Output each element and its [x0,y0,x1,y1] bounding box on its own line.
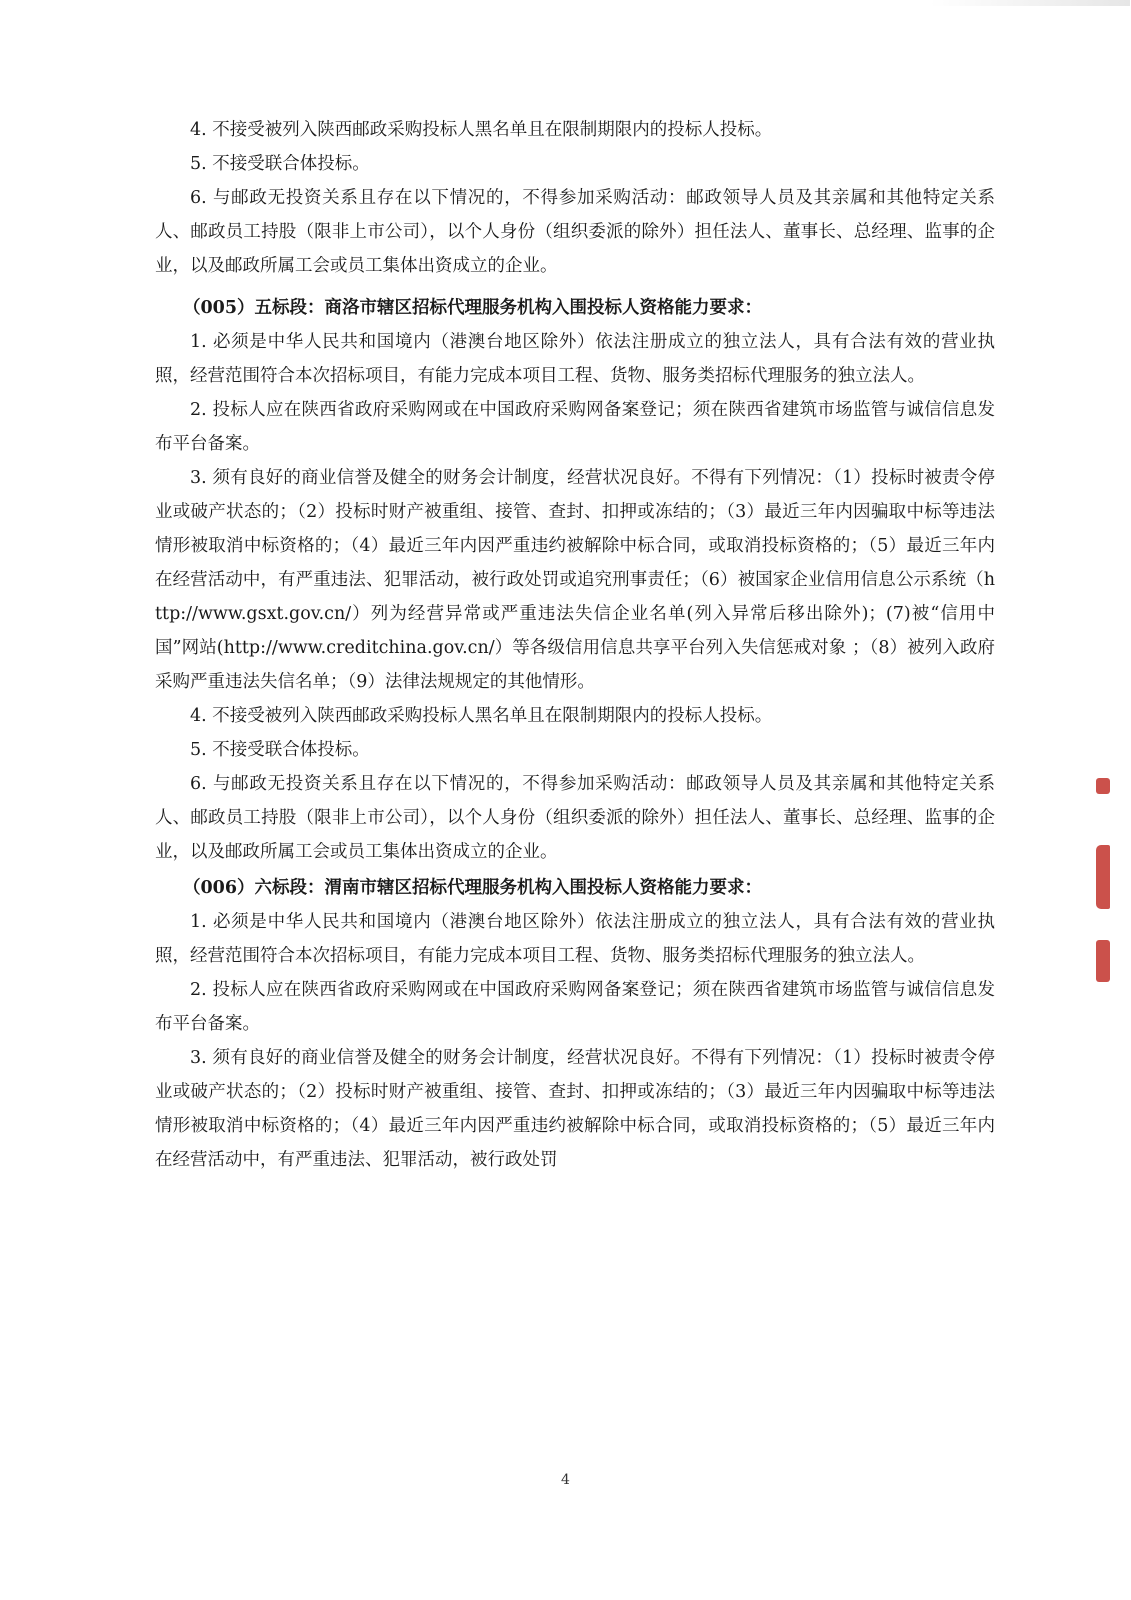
lot5-paragraph-2: 2. 投标人应在陕西省政府采购网或在中国政府采购网备案登记；须在陕西省建筑市场监管与诚信信息发布平台备案。 [155,400,995,454]
lot6-paragraph-3: 3. 须有良好的商业信誉及健全的财务会计制度，经营状况良好。不得有下列情况：（1）投标时被责令停业或破产状态的；（2）投标时财产被重组、接管、查封、扣押或冻结的；（3）最近三年内因骗取中标等违法情形被取消中标资格的；（4）最近三年内因严重违约被解除中标合同，或取消投标资格的；（5）最近三年内在经营活动中，有严重违法、犯罪活动，被行政处罚 [155,1048,995,1170]
lot5-paragraph-5: 5. 不接受联合体投标。 [190,740,370,760]
seal-stamp-fragment [1096,845,1110,909]
section-heading-lot5: （005）五标段：商洛市辖区招标代理服务机构入围投标人资格能力要求： [183,298,763,318]
lot5-paragraph-6: 6. 与邮政无投资关系且存在以下情况的，不得参加采购活动：邮政领导人员及其亲属和其他特定关系人、邮政员工持股（限非上市公司），以个人身份（组织委派的除外）担任法人、董事长、总经理、监事的企业，以及邮政所属工会或员工集体出资成立的企业。 [155,774,995,862]
paragraph-no-consortium: 5. 不接受联合体投标。 [190,154,370,174]
document-body [155,113,995,1177]
paragraph-blacklist: 4. 不接受被列入陕西邮政采购投标人黑名单且在限制期限内的投标人投标。 [190,120,773,140]
page-number: 4 [561,1472,570,1488]
paragraph-investment-relation: 6. 与邮政无投资关系且存在以下情况的，不得参加采购活动：邮政领导人员及其亲属和其他特定关系人、邮政员工持股（限非上市公司），以个人身份（组织委派的除外）担任法人、董事长、总经理、监事的企业，以及邮政所属工会或员工集体出资成立的企业。 [155,188,995,276]
seal-stamp-fragment [1096,940,1110,982]
seal-stamp-fragment [1096,778,1110,794]
lot5-paragraph-3: 3. 须有良好的商业信誉及健全的财务会计制度，经营状况良好。不得有下列情况：（1）投标时被责令停业或破产状态的；（2）投标时财产被重组、接管、查封、扣押或冻结的；（3）最近三年内因骗取中标等违法情形被取消中标资格的；（4）最近三年内因严重违约被解除中标合同，或取消投标资格的；（5）最近三年内在经营活动中，有严重违法、犯罪活动，被行政处罚或追究刑事责任；（6）被国家企业信用信息公示系统（http://www.gsxt.gov.cn/）列为经营异常或严重违法失信企业名单(列入异常后移出除外)；(7)被“信用中国”网站(http://www.creditchina.gov.cn/）等各级信用信息共享平台列入失信惩戒对象 ；（8）被列入政府采购严重违法失信名单；（9）法律法规规定的其他情形。 [155,468,995,692]
lot6-paragraph-2: 2. 投标人应在陕西省政府采购网或在中国政府采购网备案登记；须在陕西省建筑市场监管与诚信信息发布平台备案。 [155,980,995,1034]
lot6-paragraph-1: 1. 必须是中华人民共和国境内（港澳台地区除外）依法注册成立的独立法人，具有合法有效的营业执照，经营范围符合本次招标项目，有能力完成本项目工程、货物、服务类招标代理服务的独立法人。 [155,912,995,966]
section-heading-lot6: （006）六标段：渭南市辖区招标代理服务机构入围投标人资格能力要求： [183,878,763,898]
scan-edge-shadow [930,0,1130,6]
lot5-paragraph-4: 4. 不接受被列入陕西邮政采购投标人黑名单且在限制期限内的投标人投标。 [190,706,773,726]
lot5-paragraph-1: 1. 必须是中华人民共和国境内（港澳台地区除外）依法注册成立的独立法人，具有合法有效的营业执照，经营范围符合本次招标项目，有能力完成本项目工程、货物、服务类招标代理服务的独立法人。 [155,332,995,386]
